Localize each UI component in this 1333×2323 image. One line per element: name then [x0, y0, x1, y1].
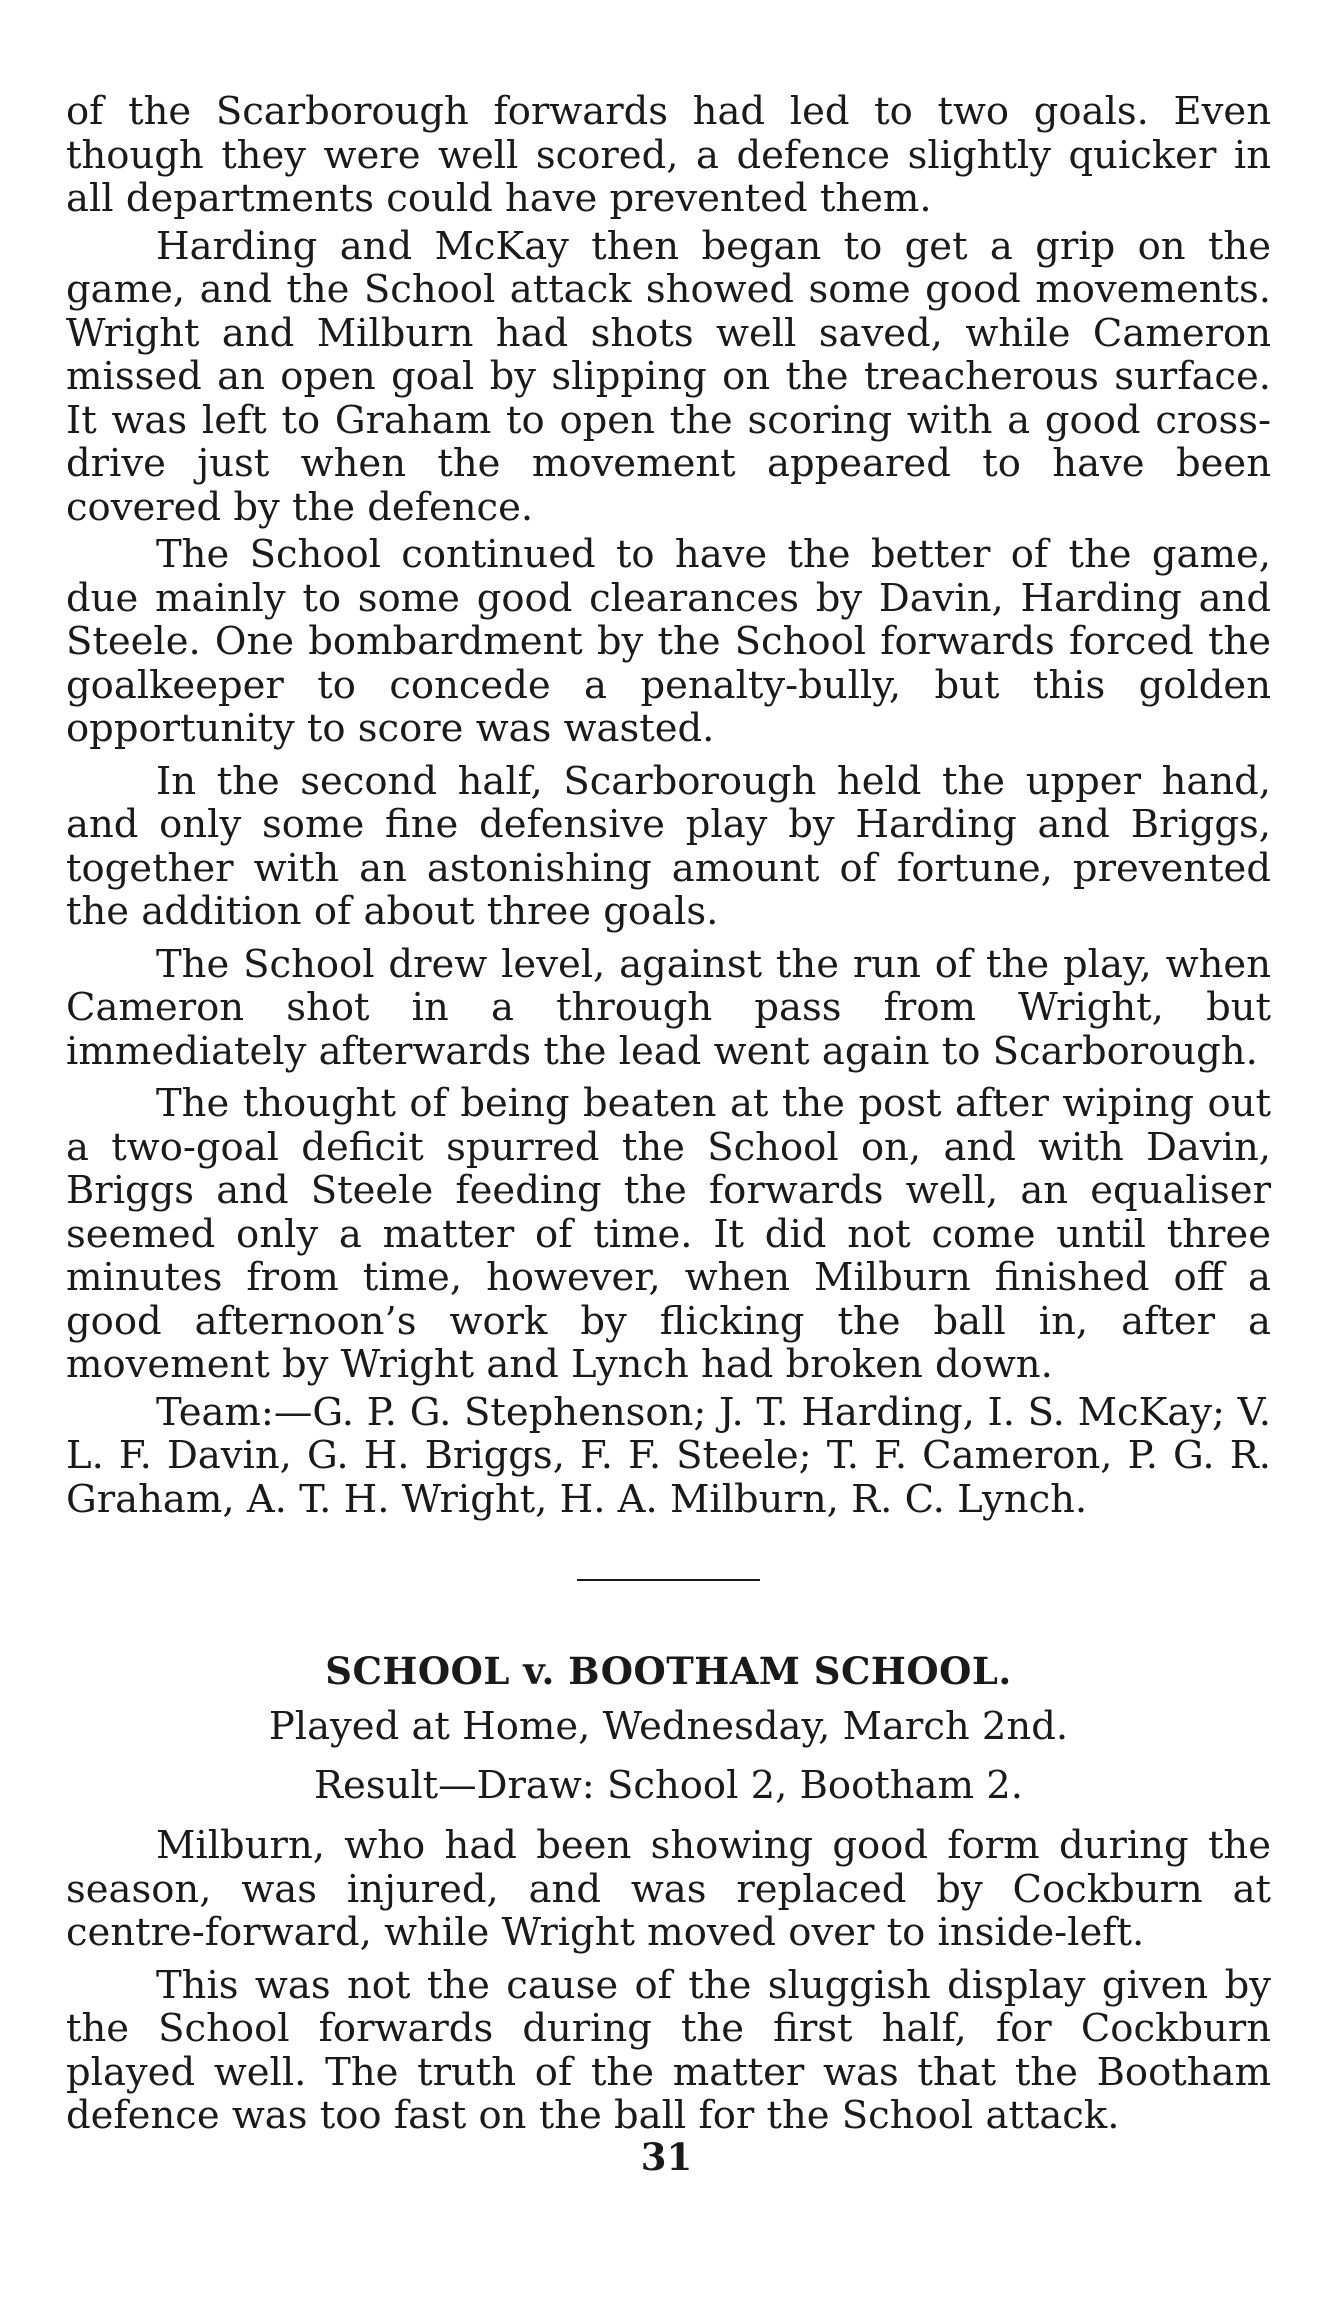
page-number: 31	[640, 2135, 693, 2179]
paragraph-school-continued: The School continued to have the better of the game, due mainly to some good clearances by Davin, Harding and Steele. One bombardment by the School forwards forced the goalkeeper to concede a penalty-bully, but this golden opportunity to score was wasted.	[66, 532, 1271, 751]
paragraph-continuation: of the Scarborough forwards had led to two goals. Even though they were well scored, a defence slightly quicker in all departments could have prevented them.	[66, 89, 1271, 221]
paragraph-sluggish-display: This was not the cause of the sluggish display given by the School forwards during the first half, for Cockburn played well. The truth of the matter was that the Bootham defence was too fast on the ball for the School attack.	[66, 1962, 1271, 2138]
section-divider	[577, 1579, 760, 1581]
paragraph-milburn-injured: Milburn, who had been showing good form during the season, was injured, and was replaced by Cockburn at centre-forward, while Wright moved over to inside-left.	[66, 1823, 1271, 1955]
match-venue: Played at Home, Wednesday, March 2nd.	[268, 1704, 1069, 1749]
match-result: Result—Draw: School 2, Bootham 2.	[314, 1763, 1023, 1808]
paragraph-second-half: In the second half, Scarborough held the upper hand, and only some fine defensive play by Harding and Briggs, together with an astonishing amount of fortune, prevented the addition of about three goals.	[66, 758, 1271, 934]
paragraph-harding-mckay: Harding and McKay then began to get a grip on the game, and the School attack showed some good movements. Wright and Milburn had shots well saved, while Cameron missed an open goal by slipping on the treacherous surface. It was left to Graham to open the scoring with a good cross-drive just when the movement appeared to have been covered by the defence.	[66, 223, 1271, 530]
paragraph-drew-level: The School drew level, against the run of the play, when Cameron shot in a through pass from Wright, but immediately afterwards the lead went again to Scarborough.	[66, 941, 1271, 1074]
page-body	[66, 90, 1271, 2138]
team-list: Team:—G. P. G. Stephenson; J. T. Harding, I. S. McKay; V. L. F. Davin, G. H. Briggs, F. F. Steele; T. F. Cameron, P. G. R. Graham, A. T. H. Wright, H. A. Milburn, R. C. Lynch.	[66, 1389, 1271, 1522]
paragraph-equaliser: The thought of being beaten at the post after wiping out a two-goal deficit spurred the School on, and with Davin, Briggs and Steele feeding the forwards well, an equaliser seemed only a matter of time. It did not come until three minutes from time, however, when Milburn finished off a good afternoon’s work by flicking the ball in, after a movement by Wright and Lynch had broken down.	[66, 1081, 1271, 1387]
match-heading: SCHOOL v. BOOTHAM SCHOOL.	[325, 1649, 1012, 1693]
